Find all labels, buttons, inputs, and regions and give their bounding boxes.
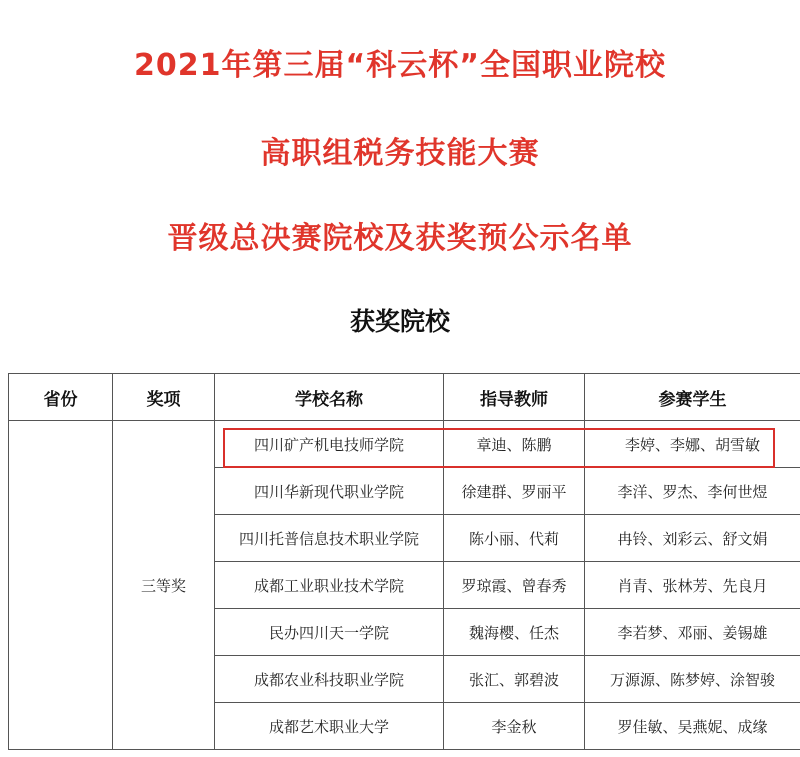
students-cell: 李婷、李娜、胡雪敏: [585, 421, 800, 468]
title-line-3: 晋级总决赛院校及获奖预公示名单: [167, 221, 633, 256]
students-cell: 肖青、张林芳、先良月: [585, 562, 800, 609]
teacher-cell: 罗琼霞、曾春秀: [444, 562, 585, 609]
students-cell: 罗佳敏、吴燕妮、成缘: [585, 703, 800, 750]
students-cell: 李洋、罗杰、李何世煜: [585, 468, 800, 515]
header-award: 奖项: [113, 374, 215, 421]
teacher-cell: 张汇、郭碧波: [444, 656, 585, 703]
province-cell: [9, 421, 113, 750]
header-students: 参赛学生: [585, 374, 800, 421]
awards-table: [8, 373, 800, 750]
award-cell: 三等奖: [113, 421, 215, 750]
title-line-1: 2021年第三届“科云杯”全国职业院校: [134, 48, 666, 83]
table-header-row: [9, 374, 800, 421]
school-cell: 成都工业职业技术学院: [215, 562, 444, 609]
school-cell: 四川矿产机电技师学院: [215, 421, 444, 468]
teacher-cell: 章迪、陈鹏: [444, 421, 585, 468]
students-cell: 李若梦、邓丽、姜锡雄: [585, 609, 800, 656]
teacher-cell: 魏海樱、任杰: [444, 609, 585, 656]
school-cell: 民办四川天一学院: [215, 609, 444, 656]
school-cell: 四川托普信息技术职业学院: [215, 515, 444, 562]
teacher-cell: 徐建群、罗丽平: [444, 468, 585, 515]
school-cell: 成都农业科技职业学院: [215, 656, 444, 703]
teacher-cell: 李金秋: [444, 703, 585, 750]
header-province: 省份: [9, 374, 113, 421]
header-school: 学校名称: [215, 374, 444, 421]
title-line-2: 高职组税务技能大赛: [260, 136, 540, 171]
students-cell: 万源源、陈梦婷、涂智骏: [585, 656, 800, 703]
table-row: [9, 421, 800, 468]
teacher-cell: 陈小丽、代莉: [444, 515, 585, 562]
school-cell: 四川华新现代职业学院: [215, 468, 444, 515]
school-cell: 成都艺术职业大学: [215, 703, 444, 750]
students-cell: 冉铃、刘彩云、舒文娟: [585, 515, 800, 562]
section-subtitle: 获奖院校: [349, 307, 450, 336]
header-teacher: 指导教师: [444, 374, 585, 421]
